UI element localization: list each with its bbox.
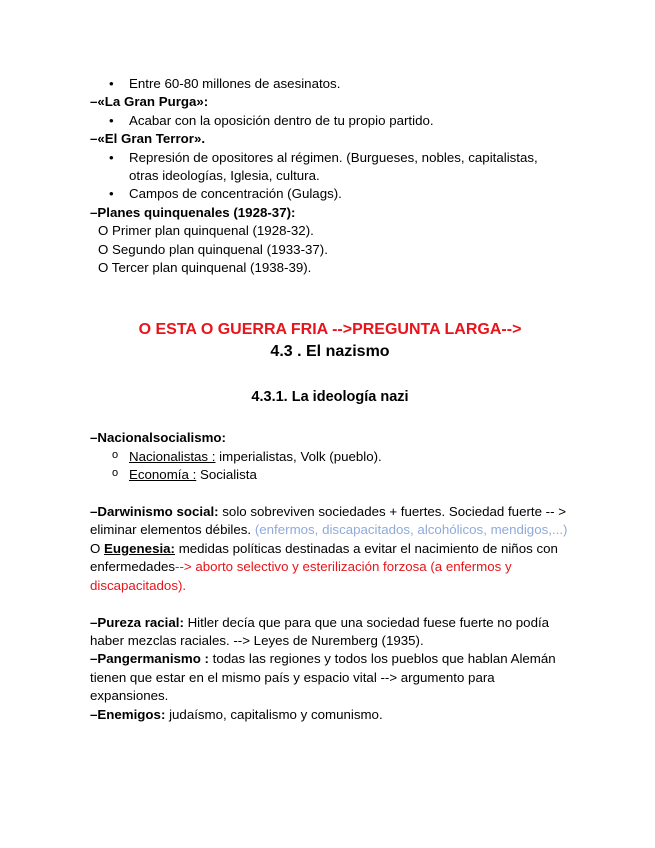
spacer (90, 277, 570, 319)
eugenesia-paragraph (90, 540, 570, 595)
enemigos-paragraph (90, 706, 570, 724)
enemigos-label: –Enemigos: (90, 706, 166, 722)
spacer (90, 407, 570, 429)
economia-text: Socialista (196, 467, 257, 483)
eugenesia-consequence: --> aborto selectivo y esterilización forzosa (a enfermos y discapacitados). (90, 559, 512, 593)
plan-item-1: O Primer plan quinquenal (1928-32). (98, 223, 314, 239)
planes-title: –Planes quinquenales (1928-37): (90, 204, 296, 220)
subsection-heading: 4.3.1. La ideología nazi (251, 389, 409, 406)
pureza-label: –Pureza racial: (90, 614, 184, 630)
pangermanismo-paragraph (90, 650, 570, 705)
nacionalistas-label: Nacionalistas : (129, 448, 216, 464)
pureza-text: Hitler decía que para que una sociedad fuese fuerte no podía haber mezclas raciales. --> Leyes de Nuremberg (1935). (90, 614, 550, 648)
darwinismo-paragraph (90, 503, 570, 540)
pureza-paragraph (90, 614, 570, 651)
economia-label: Economía : (129, 467, 197, 483)
darwinismo-label: –Darwinismo social: (90, 504, 219, 520)
pangermanismo-text: todas las regiones y todos los pueblos que hablan Alemán tienen que estar en el mismo país y espacio vital --> argumento para expansiones. (90, 651, 556, 704)
spacer (90, 485, 570, 503)
darwinismo-examples: (enfermos, discapacitados, alcohólicos, mendigos,...) (254, 522, 568, 538)
enemigos-text: judaísmo, capitalismo y comunismo. (165, 706, 383, 722)
list-item-economia (90, 466, 570, 484)
nacionalistas-text: imperialistas, Volk (pueblo). (215, 448, 382, 464)
list-item-asesinatos: • Entre 60-80 millones de asesinatos. (90, 75, 570, 93)
darwinismo-text: solo sobreviven sociedades + fuertes. Sociedad fuerte -- > eliminar elementos débiles. (90, 504, 566, 538)
document-page (90, 75, 570, 724)
nacionalsocialismo-title: –Nacionalsocialismo: (90, 430, 226, 446)
gran-purga-title: –«La Gran Purga»: (90, 94, 209, 110)
eugenesia-label: Eugenesia: (104, 540, 175, 556)
list-item-represion: • Represión de opositores al régimen. (Burgueses, nobles, capitalistas, (90, 149, 570, 167)
plan-item-2: O Segundo plan quinquenal (1933-37). (98, 241, 328, 257)
spacer (90, 363, 570, 387)
eugenesia-text: medidas políticas destinadas a evitar el nacimiento de niños con enfermedades (90, 540, 558, 575)
plan-item-3: O Tercer plan quinquenal (1938-39). (98, 260, 312, 276)
list-item-gulags: • Campos de concentración (Gulags). (90, 185, 570, 203)
section-heading: 4.3 . El nazismo (270, 343, 390, 361)
gran-terror-title: –«El Gran Terror». (90, 131, 206, 147)
red-note-heading: O ESTA O GUERRA FRIA -->PREGUNTA LARGA--> (138, 321, 522, 339)
pangermanismo-label: –Pangermanismo : (90, 651, 209, 667)
eugenesia-prefix: O (90, 540, 105, 556)
list-item-represion-cont: otras ideologías, Iglesia, cultura. (129, 168, 320, 184)
list-item-nacionalistas (90, 448, 570, 466)
spacer (90, 595, 570, 613)
list-item-gran-purga: • Acabar con la oposición dentro de tu propio partido. (90, 112, 570, 130)
